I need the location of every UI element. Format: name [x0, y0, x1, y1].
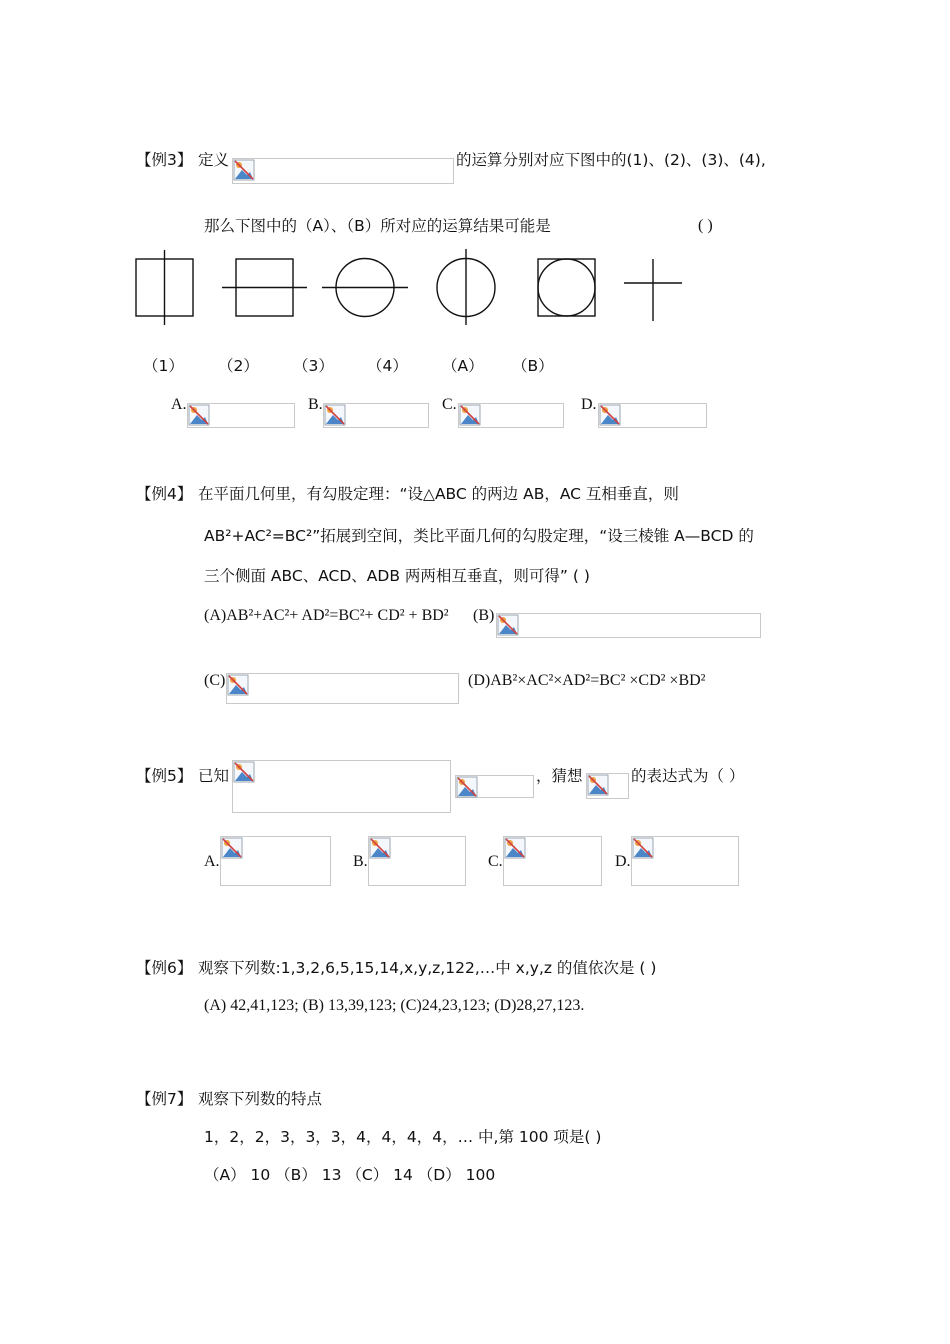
sequence-formula-image	[232, 760, 451, 813]
broken-image-icon	[456, 776, 478, 798]
example-5-guess: ，猜想	[536, 767, 583, 785]
broken-image-icon	[369, 837, 391, 859]
option-d-image	[631, 836, 739, 886]
formula-image	[232, 158, 454, 184]
option-d-text: (D)AB²×AC²×AD²=BC² ×CD² ×BD²	[468, 672, 706, 689]
example-5-intro: 已知	[198, 767, 230, 785]
option-b-image	[496, 613, 761, 638]
broken-image-icon	[188, 404, 210, 426]
broken-image-icon	[497, 614, 519, 636]
example-6-options: (A) 42,41,123; (B) 13,39,123; (C)24,23,123; (D)28,27,123.	[204, 997, 585, 1014]
broken-image-icon	[459, 404, 481, 426]
option-c-label: (C)	[204, 672, 226, 689]
example-5-label: 【例5】	[136, 767, 193, 785]
broken-image-icon	[599, 404, 621, 426]
figure-1-square-vertical-line	[136, 250, 193, 325]
option-b-label: B.	[353, 853, 368, 870]
example-6-label: 【例6】	[136, 959, 193, 977]
example-3-label: 【例3】	[136, 151, 193, 169]
option-d-label: D.	[581, 396, 597, 413]
option-c-image	[458, 403, 564, 428]
figure-2-square-horizontal-line	[222, 259, 307, 316]
figure-label-B: （B）	[512, 357, 554, 375]
example-7-sequence: 1，2，2，3，3，3，4，4，4，4，… 中,第 100 项是( )	[204, 1128, 602, 1146]
option-c-image	[226, 673, 459, 704]
option-c-image	[503, 836, 602, 886]
broken-image-icon	[227, 674, 249, 696]
example-4-line-2: AB²+AC²=BC²”拓展到空间，类比平面几何的勾股定理，“设三棱锥 A—BCD 的	[204, 527, 754, 545]
broken-image-icon	[504, 837, 526, 859]
example-4-label: 【例4】	[136, 485, 193, 503]
option-c-label: C.	[442, 396, 457, 413]
condition-image	[455, 775, 534, 798]
broken-image-icon	[221, 837, 243, 859]
option-b-label: (B)	[473, 607, 495, 624]
example-7-label: 【例7】	[136, 1090, 193, 1108]
figure-label-A: （A）	[442, 357, 484, 375]
option-b-image	[368, 836, 466, 886]
example-7-options: （A） 10 （B） 13 （C） 14 （D） 100	[204, 1166, 496, 1184]
figure-3-circle-horizontal-line	[322, 259, 408, 317]
option-a-label: A.	[204, 853, 220, 870]
option-c-label: C.	[488, 853, 503, 870]
broken-image-icon	[587, 774, 609, 796]
option-d-image	[598, 403, 707, 428]
option-b-image	[323, 403, 429, 428]
figure-4-circle-vertical-line	[437, 249, 495, 325]
option-d-label: D.	[615, 853, 631, 870]
option-b-label: B.	[308, 396, 323, 413]
broken-image-icon	[233, 761, 255, 783]
option-a-image	[220, 836, 331, 886]
example-3-intro: 定义	[198, 151, 230, 169]
broken-image-icon	[324, 404, 346, 426]
example-3-text: 的运算分别对应下图中的(1)、(2)、(3)、(4),	[456, 151, 766, 169]
example-4-line-1: 在平面几何里，有勾股定理：“设△ABC 的两边 AB，AC 互相垂直，则	[198, 485, 679, 503]
figure-label-4: （4）	[367, 357, 408, 375]
figure-A-square-circle	[538, 259, 595, 316]
option-a-text: (A)AB²+AC²+ AD²=BC²+ CD² + BD²	[204, 607, 449, 624]
broken-image-icon	[233, 159, 255, 181]
figure-label-2: （2）	[218, 357, 259, 375]
figure-label-1: （1）	[143, 357, 184, 375]
option-a-label: A.	[171, 396, 187, 413]
example-5-tail: 的表达式为（ ）	[631, 767, 745, 785]
broken-image-icon	[632, 837, 654, 859]
figure-label-3: （3）	[293, 357, 334, 375]
example-7-question: 观察下列数的特点	[198, 1090, 323, 1108]
example-4-line-3: 三个侧面 ABC、ACD、ADB 两两相互垂直，则可得” ( )	[204, 567, 590, 585]
example-6-question: 观察下列数:1,3,2,6,5,15,14,x,y,z,122,…中 x,y,z 的值依次是 ( )	[198, 959, 657, 977]
answer-parens: ( )	[698, 217, 713, 234]
figure-B-cross	[624, 259, 682, 321]
option-a-image	[187, 403, 295, 428]
term-image	[586, 773, 629, 799]
example-3-question: 那么下图中的（A）、（B）所对应的运算结果可能是	[204, 217, 551, 235]
